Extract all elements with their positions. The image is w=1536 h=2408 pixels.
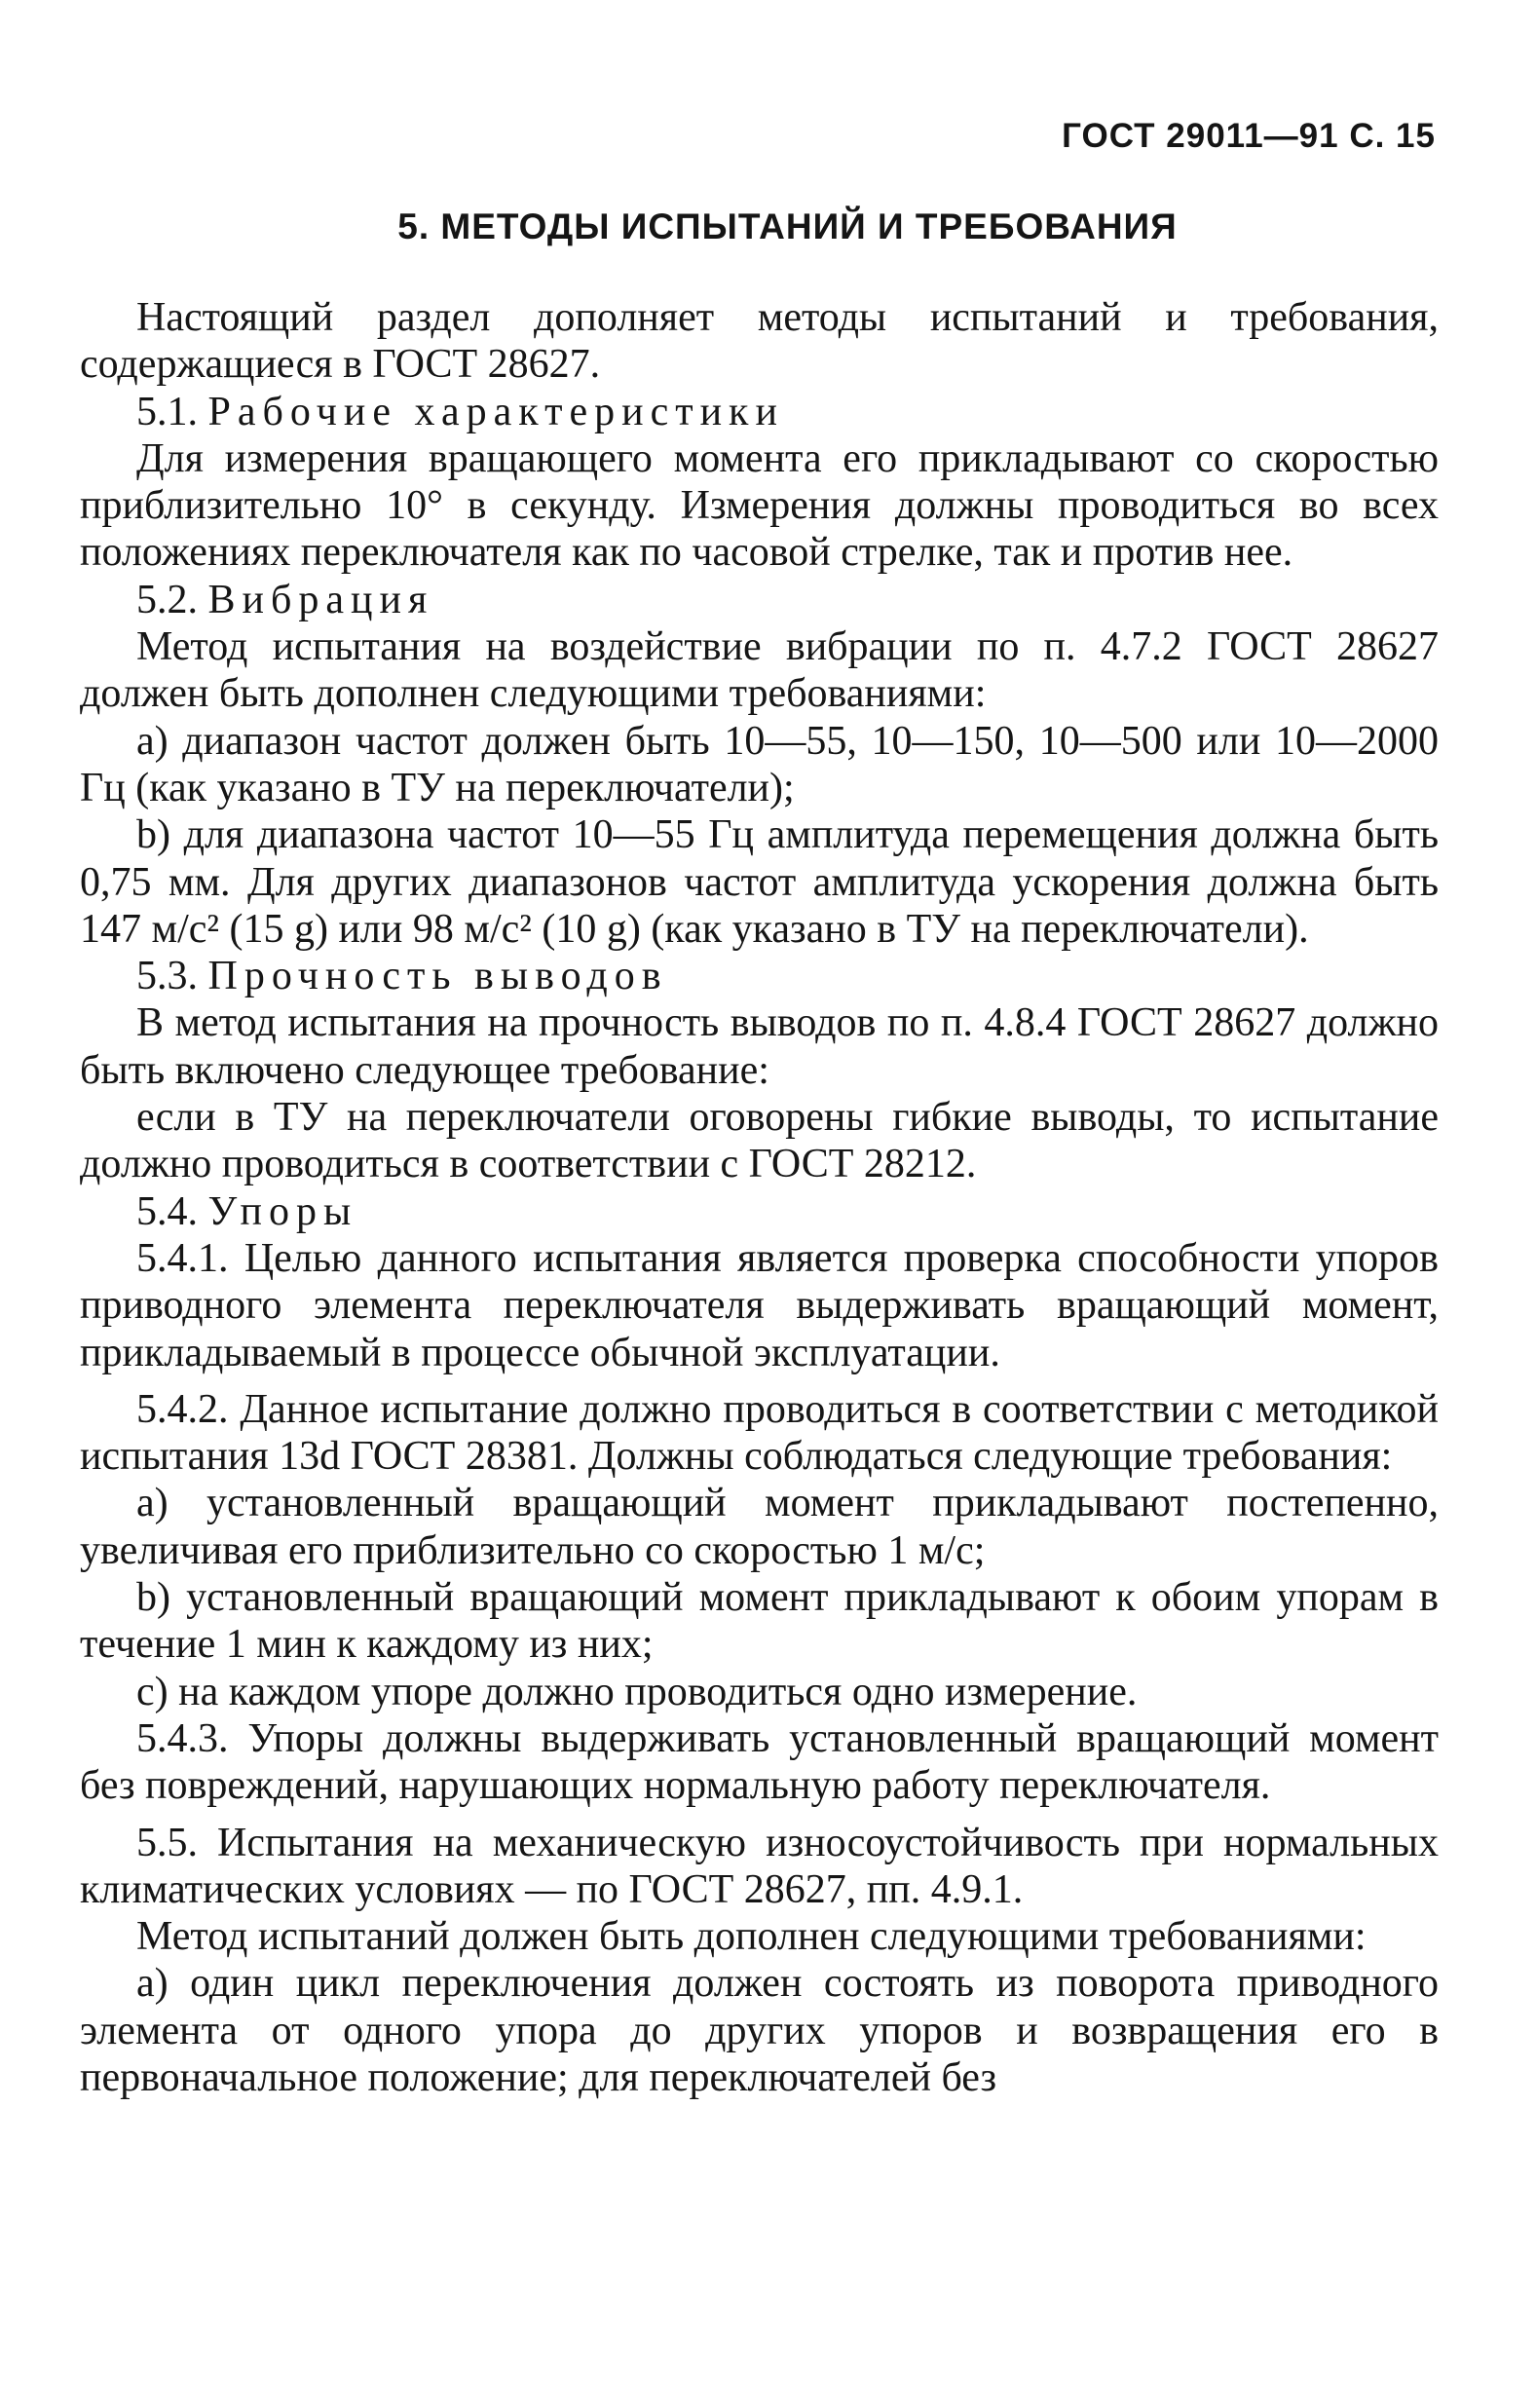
paragraph-5-2-a: a) диапазон частот должен быть 10—55, 10—150, 10—500 или 10—2000 Гц (как указано в ТУ на переключатели);: [80, 718, 1439, 810]
section-title: 5. МЕТОДЫ ИСПЫТАНИЙ И ТРЕБОВАНИЯ: [397, 207, 1178, 246]
paragraph-5-5: 5.5. Испытания на механическую износоустойчивость при нормальных климатических условиях — по ГОСТ 28627, пп. 4.9.1.: [80, 1820, 1439, 1912]
paragraph-5-1-text: Для измерения вращающего момента его прикладывают со скоростью приблизительно 10° в секунду. Измерения должны проводиться во всех положениях переключателя как по часовой стрелке, так и против нее.: [80, 435, 1439, 576]
subsection-number: 5.3.: [136, 954, 198, 999]
subsection-number: 5.4.: [136, 1188, 198, 1234]
subsection-title: Упоры: [207, 1188, 358, 1234]
paragraph-5-4-2-a: a) установленный вращающий момент прикладывают постепенно, увеличивая его приблизительно со скоростью 1 м/с;: [80, 1481, 1439, 1573]
subsection-title: Прочность выводов: [207, 954, 668, 999]
paragraph-5-4-1: 5.4.1. Целью данного испытания является проверка способности упоров приводного элемента переключателя выдерживать вращающий момент, прикладываемый в процессе обычной эксплуатации.: [80, 1235, 1439, 1375]
paragraph-5-4-2-b: b) установленный вращающий момент прикладывают к обоим упорам в течение 1 мин к каждому из них;: [80, 1575, 1439, 1668]
paragraph-5-4-3: 5.4.3. Упоры должны выдерживать установленный вращающий момент без повреждений, нарушающих нормальную работу переключателя.: [80, 1715, 1439, 1809]
paragraph-5-4-2-c: c) на каждом упоре должно проводиться одно измерение.: [136, 1669, 1138, 1714]
paragraph-5-5-text: Метод испытаний должен быть дополнен следующими требованиями:: [136, 1914, 1367, 1960]
subsection-number: 5.2.: [136, 577, 198, 622]
paragraph-5-2-b: b) для диапазона частот 10—55 Гц амплитуда перемещения должна быть 0,75 мм. Для других диапазонов частот амплитуда ускорения должна быть 147 м/с² (15 g) или 98 м/с² (10 g) (как указано в ТУ на переключатели).: [80, 812, 1439, 952]
paragraph-intro: Настоящий раздел дополняет методы испытаний и требования, содержащиеся в ГОСТ 28627.: [80, 295, 1439, 388]
paragraph-5-3-text: В метод испытания на прочность выводов по п. 4.8.4 ГОСТ 28627 должно быть включено следующее требование:: [80, 1000, 1439, 1093]
subsection-title: Рабочие характеристики: [207, 389, 784, 434]
document-body: [80, 294, 1439, 2101]
paragraph-5-4-heading: [80, 1188, 1439, 1235]
paragraph-5-5-a: a) один цикл переключения должен состоять из поворота приводного элемента от одного упора до других упоров и возвращения его в первоначальное положение; для переключателей без: [80, 1961, 1439, 2100]
paragraph-5-3-req: если в ТУ на переключатели оговорены гибкие выводы, то испытание должно проводиться в соответствии с ГОСТ 28212.: [80, 1095, 1439, 1187]
subsection-title: Вибрация: [207, 577, 434, 622]
paragraph-5-1-heading: [80, 389, 1439, 435]
subsection-number: 5.1.: [136, 389, 198, 434]
page-header: ГОСТ 29011—91 С. 15: [1062, 117, 1436, 155]
paragraph-5-4-2: 5.4.2. Данное испытание должно проводиться в соответствии с методикой испытания 13d ГОСТ 28381. Должны соблюдаться следующие требования:: [80, 1386, 1439, 1480]
paragraph-5-2-text: Метод испытания на воздействие вибрации по п. 4.7.2 ГОСТ 28627 должен быть дополнен следующими требованиями:: [80, 624, 1439, 717]
paragraph-5-3-heading: [80, 953, 1439, 999]
paragraph-5-2-heading: [80, 577, 1439, 623]
